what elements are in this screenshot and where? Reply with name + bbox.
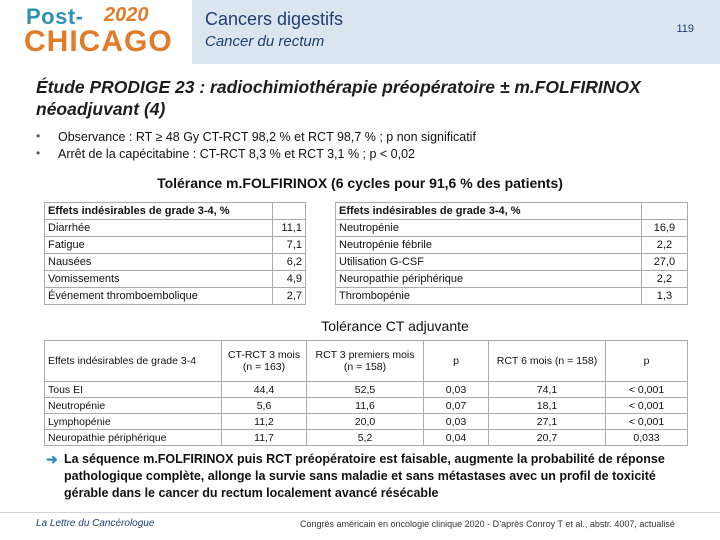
slide-title [36,76,696,120]
slide-title-ref: (4) [143,99,166,119]
table-cell-label: Thrombopénie [336,288,642,305]
arrow-right-icon: ➜ [46,451,58,467]
table-header-cell: p [606,341,688,382]
table-cell-value: 0,07 [424,398,489,414]
table-cell-value: < 0,001 [606,382,688,398]
bullet-icon: • [36,146,41,160]
table-cell-value: 2,2 [641,271,687,288]
table-header-cell-empty [641,203,687,220]
footer-divider [0,512,720,513]
table-cell-label: Neutropénie [336,220,642,237]
table-cell-value: < 0,001 [606,414,688,430]
table-header-cell: CT-RCT 3 mois (n = 163) [222,341,307,382]
table-header-row [45,203,306,220]
bullet-icon: • [36,129,41,143]
logo-chicago: CHICAGO [24,25,173,58]
table-row [45,414,688,430]
table-row [336,271,688,288]
table-header-cell: p [424,341,489,382]
table-row [45,398,688,414]
table-cell-value: 7,1 [272,237,305,254]
table-cell-value: 11,2 [222,414,307,430]
table-row [45,220,306,237]
table-cell-label: Neutropénie [45,398,222,414]
table-cell-label: Événement thromboembolique [45,288,273,305]
table-cell-value: 4,9 [272,271,305,288]
table-cell-value: 20,0 [307,414,424,430]
tolerance-mfolfirinox-heading: Tolérance m.FOLFIRINOX (6 cycles pour 91,6 % des patients) [157,175,563,191]
table-cell-value: 74,1 [489,382,606,398]
table-cell-value: 16,9 [641,220,687,237]
table-cell-label: Utilisation G-CSF [336,254,642,271]
table-cell-label: Tous EI [45,382,222,398]
table-cell-value: 11,6 [307,398,424,414]
table-header-cell: RCT 6 mois (n = 158) [489,341,606,382]
header [0,0,720,64]
table-cell-value: 2,2 [641,237,687,254]
table-row [336,288,688,305]
section-title: Cancers digestifs [205,9,344,29]
table-cell-value: 52,5 [307,382,424,398]
footer-citation: Congrès américain en oncologie clinique 2020 - D’après Conroy T et al., abstr. 4007, actualisé [300,519,675,529]
footer-journal: La Lettre du Cancérologue [36,518,155,529]
table-cell-value: 11,7 [222,430,307,446]
mfolfirinox-table-right [335,202,688,305]
table-cell-value: 6,2 [272,254,305,271]
table-cell-value: 5,2 [307,430,424,446]
table-cell-value: 0,03 [424,414,489,430]
logo-post: Post- [26,4,84,29]
tolerance-ct-heading: Tolérance CT adjuvante [321,318,469,334]
table-cell-label: Diarrhée [45,220,273,237]
table-header-cell: RCT 3 premiers mois (n = 158) [307,341,424,382]
post-chicago-logo [0,0,192,64]
table-row [336,237,688,254]
section-subtitle: Cancer du rectum [205,33,325,50]
table-cell-label: Lymphopénie [45,414,222,430]
logo-year: 2020 [104,4,149,26]
table-cell-value: 0,04 [424,430,489,446]
table-cell-value: 0,033 [606,430,688,446]
table-header-row [336,203,688,220]
slide-title-text: Étude PRODIGE 23 : radiochimiothérapie préopératoire ± m.FOLFIRINOX néoadjuvant [36,77,641,119]
table-cell-value: 1,3 [641,288,687,305]
bullet-text: Observance : RT ≥ 48 Gy CT-RCT 98,2 % et RCT 98,7 % ; p non significatif [58,130,476,144]
table-cell-value: 20,7 [489,430,606,446]
page-number: 119 [676,23,694,35]
table-row [45,254,306,271]
table-row [45,237,306,254]
table-row [45,271,306,288]
table-cell-label: Neuropathie périphérique [336,271,642,288]
bullet-text: Arrêt de la capécitabine : CT-RCT 8,3 % et RCT 3,1 % ; p < 0,02 [58,147,416,161]
table-cell-label: Nausées [45,254,273,271]
table-cell-label: Neutropénie fébrile [336,237,642,254]
table-header-row [45,341,688,382]
conclusion [46,451,696,502]
table-cell-value: 18,1 [489,398,606,414]
header-banner [192,0,720,64]
table-cell-label: Neuropathie périphérique [45,430,222,446]
table-row [336,254,688,271]
conclusion-text: La séquence m.FOLFIRINOX puis RCT préopératoire est faisable, augmente la probabilité de réponse pathologique complète, allonge la survie sans maladie et sans métastases avec un profil de toxicité gérable dans le cancer du rectum localement avancé résécable [64,452,665,500]
table-cell-value: 2,7 [272,288,305,305]
table-header-cell-empty [272,203,305,220]
table-cell-value: 0,03 [424,382,489,398]
table-cell-value: < 0,001 [606,398,688,414]
table-header-cell: Effets indésirables de grade 3-4, % [45,203,273,220]
table-cell-value: 5,6 [222,398,307,414]
table-row [45,382,688,398]
table-cell-value: 44,4 [222,382,307,398]
table-cell-label: Vomissements [45,271,273,288]
table-row [45,430,688,446]
table-header-cell: Effets indésirables de grade 3-4 [45,341,222,382]
table-cell-label: Fatigue [45,237,273,254]
table-row [336,220,688,237]
mfolfirinox-table-left [44,202,306,305]
table-cell-value: 11,1 [272,220,305,237]
table-row [45,288,306,305]
table-header-cell: Effets indésirables de grade 3-4, % [336,203,642,220]
ct-adjuvant-table [44,340,688,446]
table-cell-value: 27,0 [641,254,687,271]
table-cell-value: 27,1 [489,414,606,430]
